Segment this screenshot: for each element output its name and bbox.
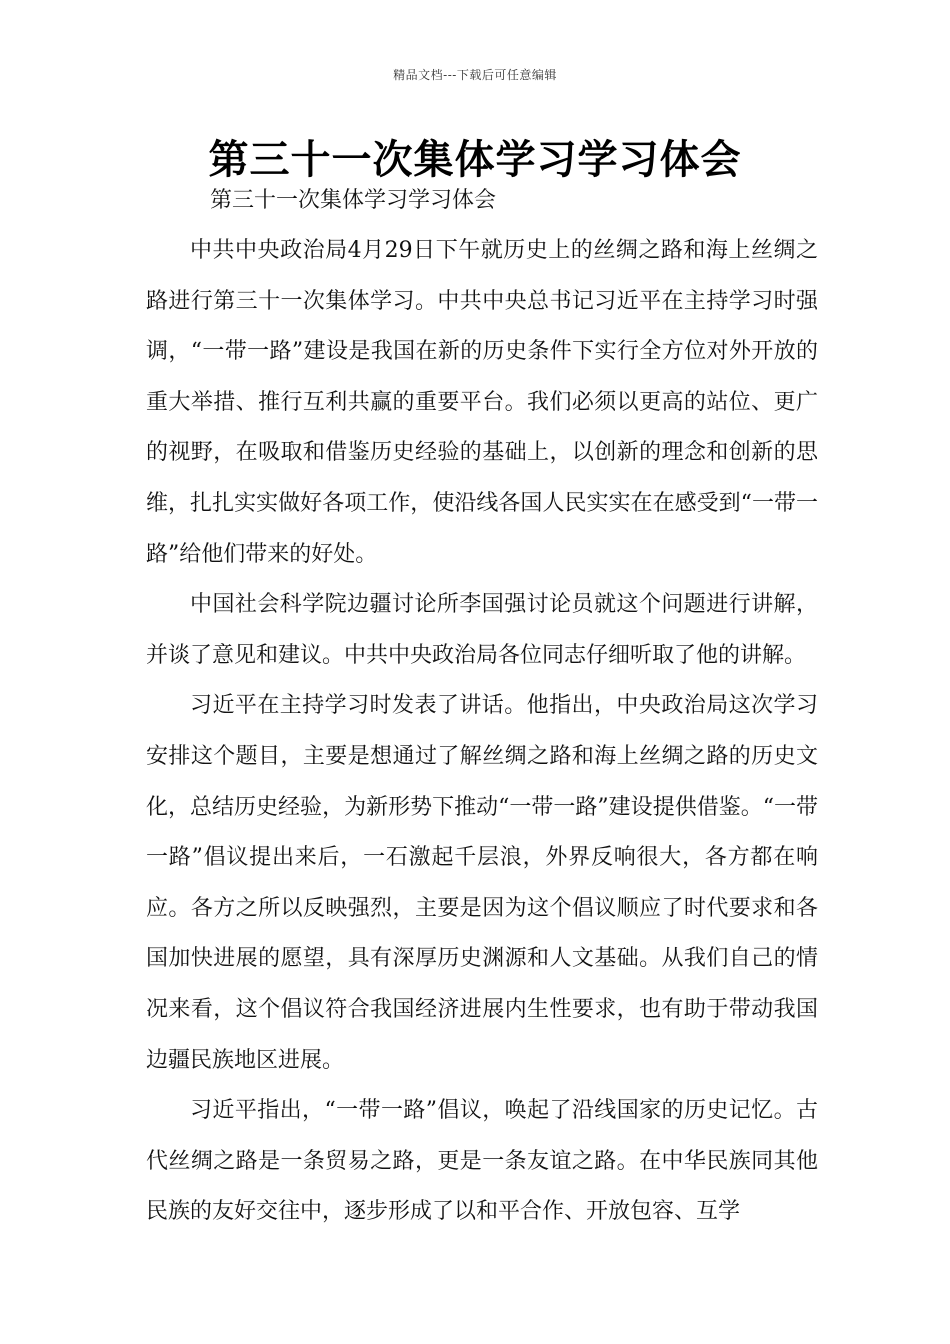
- document-body: [146, 226, 818, 1238]
- document-subtitle: 第三十一次集体学习学习体会: [210, 188, 497, 213]
- paragraph-4: 习近平指出，“一带一路”倡议，唤起了沿线国家的历史记忆。古代丝绸之路是一条贸易之路，更是一条友谊之路。在中华民族同其他民族的友好交往中，逐步形成了以和平合作、开放包容、互学: [146, 1098, 818, 1225]
- header-note: 精品文档---下载后可任意编辑: [393, 68, 557, 82]
- paragraph-3: 习近平在主持学习时发表了讲话。他指出，中央政治局这次学习安排这个题目，主要是想通过了解丝绸之路和海上丝绸之路的历史文化，总结历史经验，为新形势下推动“一带一路”建设提供借鉴。“一带一路”倡议提出来后，一石激起千层浪，外界反响很大，各方都在响应。各方之所以反映强烈，主要是因为这个倡议顺应了时代要求和各国加快进展的愿望，具有深厚历史渊源和人文基础。从我们自己的情况来看，这个倡议符合我国经济进展内生性要求，也有助于带动我国边疆民族地区进展。: [146, 693, 818, 1073]
- paragraph-2: 中国社会科学院边疆讨论所李国强讨论员就这个问题进行讲解，并谈了意见和建议。中共中央政治局各位同志仔细听取了他的讲解。: [146, 592, 818, 668]
- paragraph-1: 中共中央政治局4月29日下午就历史上的丝绸之路和海上丝绸之路进行第三十一次集体学习。中共中央总书记习近平在主持学习时强调，“一带一路”建设是我国在新的历史条件下实行全方位对外开放的重大举措、推行互利共赢的重要平台。我们必须以更高的站位、更广的视野，在吸取和借鉴历史经验的基础上，以创新的理念和创新的思维，扎扎实实做好各项工作，使沿线各国人民实实在在感受到“一带一路”给他们带来的好处。: [146, 238, 818, 567]
- document-title: 第三十一次集体学习学习体会: [208, 137, 742, 183]
